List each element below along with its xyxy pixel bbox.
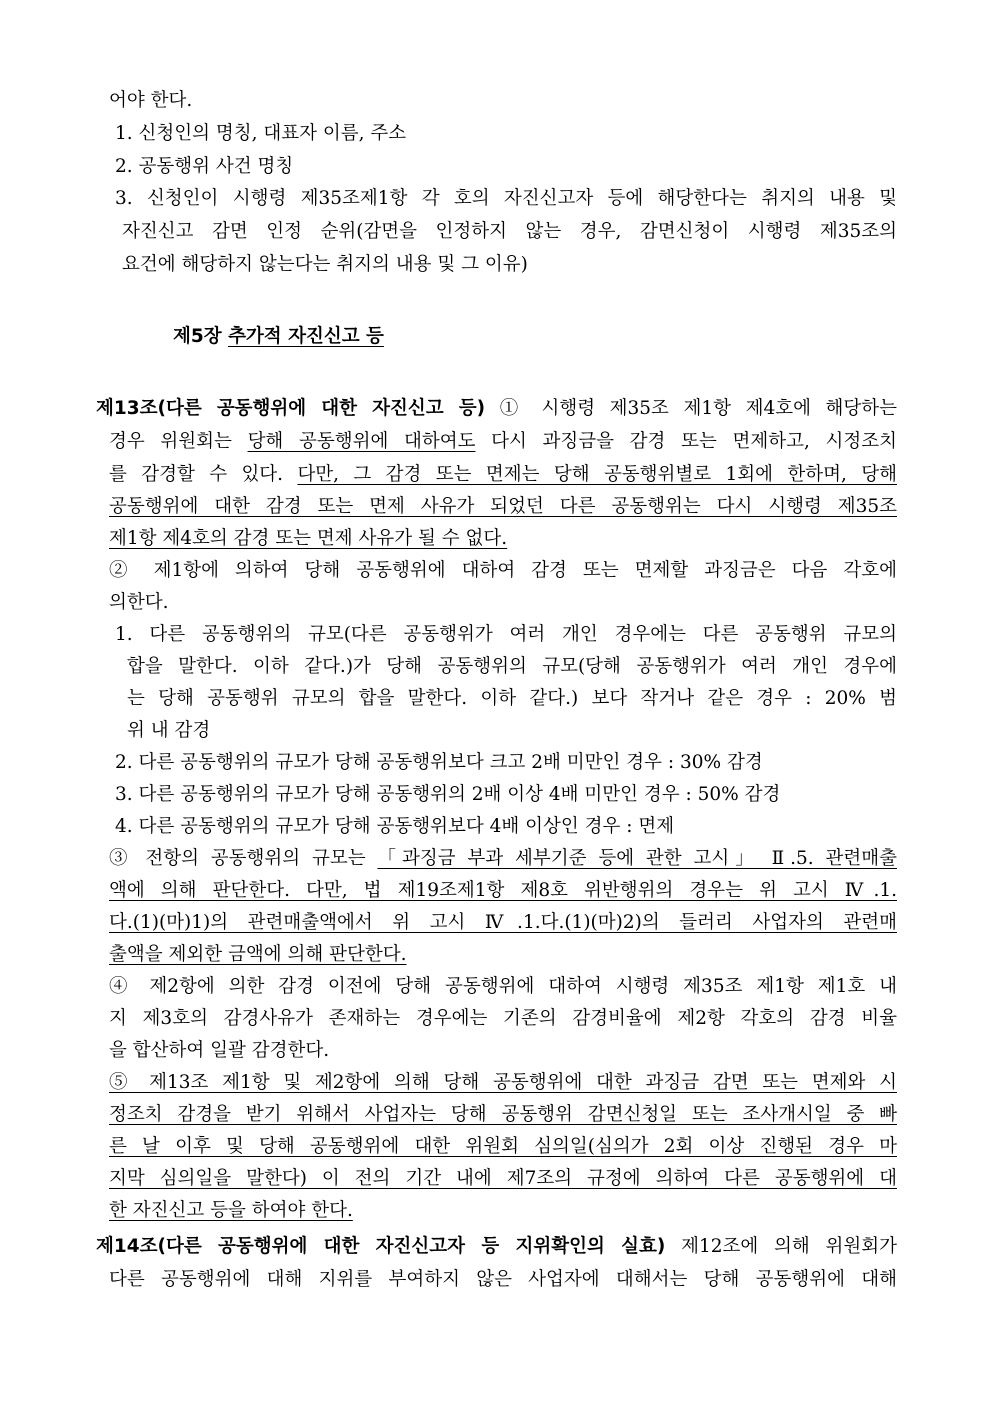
- underlined-text: 다만, 그 감경 또는 면제는 당해 공동행위별로 1회에 한하며, 당해: [297, 464, 897, 485]
- article-14-line-2: 다른 공동행위에 대해 지위를 부여하지 않은 사업자에 대해서는 당해 공동행위에 대해: [109, 1269, 897, 1290]
- article-13-line-1: [96, 394, 897, 424]
- article-13-para-5-line-4: 지막 심의일을 말한다) 이 전의 기간 내에 제7조의 규정에 의하여 다른 공동행위에 대: [109, 1168, 897, 1189]
- sub-item-4: 4. 다른 공동행위의 규모가 당해 공동행위보다 4배 이상인 경우 : 면제: [115, 816, 675, 837]
- article-13-para-4-line-3: 을 합산하여 일괄 감경한다.: [109, 1040, 330, 1061]
- sub-item-1-line-4: 위 내 감경: [127, 720, 211, 741]
- article-13-line-4: 공동행위에 대한 감경 또는 면제 사유가 되었던 다른 공동행위는 다시 시행령 제35조: [109, 496, 897, 517]
- chapter-title: 추가적 자진신고 등: [228, 326, 384, 347]
- article-13-para-5-line-3: 른 날 이후 및 당해 공동행위에 대한 위원회 심의일(심의가 2회 이상 진행된 경우 마: [109, 1136, 897, 1157]
- article-13-para-3-line-4: 출액을 제외한 금액에 의해 판단한다.: [109, 944, 407, 965]
- intro-item-1: 1. 신청인의 명칭, 대표자 이름, 주소: [115, 123, 407, 144]
- underlined-text: 당해 공동행위에 대하여도: [247, 431, 476, 452]
- article-13-heading: 제13조(다른 공동행위에 대한 자진신고 등): [96, 398, 486, 419]
- article-13-para-2-line-2: 의한다.: [109, 592, 169, 613]
- sub-item-1-line-1: 1. 다른 공동행위의 규모(다른 공동행위가 여러 개인 경우에는 다른 공동행위 규모의: [115, 624, 897, 645]
- article-13-para-5-line-5: 한 자진신고 등을 하여야 한다.: [109, 1200, 353, 1221]
- underlined-text: 「과징금 부과 세부기준 등에 관한 고시」 Ⅱ.5. 관련매출: [377, 848, 897, 869]
- article-13-para-4-line-2: 지 제3호의 감경사유가 존재하는 경우에는 기존의 감경비율에 제2항 각호의 감경 비율: [109, 1008, 897, 1029]
- intro-item-2: 2. 공동행위 사건 명칭: [115, 156, 294, 177]
- sub-item-3: 3. 다른 공동행위의 규모가 당해 공동행위의 2배 이상 4배 미만인 경우 : 50% 감경: [115, 784, 781, 805]
- intro-item-3-line-2: 자진신고 감면 인정 순위(감면을 인정하지 않는 경우, 감면신청이 시행령 제35조의: [122, 221, 897, 242]
- article-13-para-3-line-1: [109, 844, 897, 874]
- sub-item-1-line-2: 합을 말한다. 이하 같다.)가 당해 공동행위의 규모(당해 공동행위가 여러 개인 경우에: [127, 656, 897, 677]
- article-13-line-5: 제1항 제4호의 감경 또는 면제 사유가 될 수 없다.: [109, 528, 508, 549]
- chapter-number: 제5장: [173, 326, 229, 347]
- article-13-text: ① 시행령 제35조 제1항 제4호에 해당하는: [485, 398, 898, 419]
- article-13-line-2: [109, 427, 897, 457]
- intro-continuation: 어야 한다.: [109, 90, 193, 111]
- article-13-para-5-line-2: 정조치 감경을 받기 위해서 사업자는 당해 공동행위 감면신청일 또는 조사개시일 중 빠: [109, 1104, 897, 1125]
- article-13-para-5-line-1: ⑤ 제13조 제1항 및 제2항에 의해 당해 공동행위에 대한 과징금 감면 또는 면제와 시: [109, 1072, 897, 1093]
- article-14-heading: 제14조(다른 공동행위에 대한 자진신고자 등 지위확인의 실효): [96, 1236, 666, 1257]
- article-13-para-4-line-1: ④ 제2항에 의한 감경 이전에 당해 공동행위에 대하여 시행령 제35조 제1항 제1호 내: [109, 976, 897, 997]
- sub-item-1-line-3: 는 당해 공동행위 규모의 합을 말한다. 이하 같다.) 보다 작거나 같은 경우 : 20% 범: [127, 688, 897, 709]
- article-13-para-3-line-2: 액에 의해 판단한다. 다만, 법 제19조제1항 제8호 위반행위의 경우는 위 고시 Ⅳ.1.: [109, 880, 897, 901]
- text-run: 경우 위원회는: [109, 431, 248, 452]
- text-run: 를 감경할 수 있다.: [109, 464, 298, 485]
- text-run: 다시 과징금을 감경 또는 면제하고, 시정조치: [475, 431, 897, 452]
- article-13-para-3-line-3: 다.(1)(마)1)의 관련매출액에서 위 고시 Ⅳ.1.다.(1)(마)2)의 들러리 사업자의 관련매: [109, 912, 897, 933]
- intro-item-3-line-1: 3. 신청인이 시행령 제35조제1항 각 호의 자진신고자 등에 해당한다는 취지의 내용 및: [115, 188, 897, 209]
- article-13-line-3: [109, 460, 897, 490]
- article-13-para-2-line-1: ② 제1항에 의하여 당해 공동행위에 대하여 감경 또는 면제할 과징금은 다음 각호에: [109, 560, 897, 581]
- sub-item-2: 2. 다른 공동행위의 규모가 당해 공동행위보다 크고 2배 미만인 경우 : 30% 감경: [115, 752, 763, 773]
- chapter-heading: [173, 322, 384, 352]
- intro-item-3-line-3: 요건에 해당하지 않는다는 취지의 내용 및 그 이유): [122, 254, 528, 275]
- text-run: ③ 전항의 공동행위의 규모는: [109, 848, 378, 869]
- article-14-line-1: [96, 1232, 897, 1262]
- article-14-text: 제12조에 의해 위원회가: [665, 1236, 897, 1257]
